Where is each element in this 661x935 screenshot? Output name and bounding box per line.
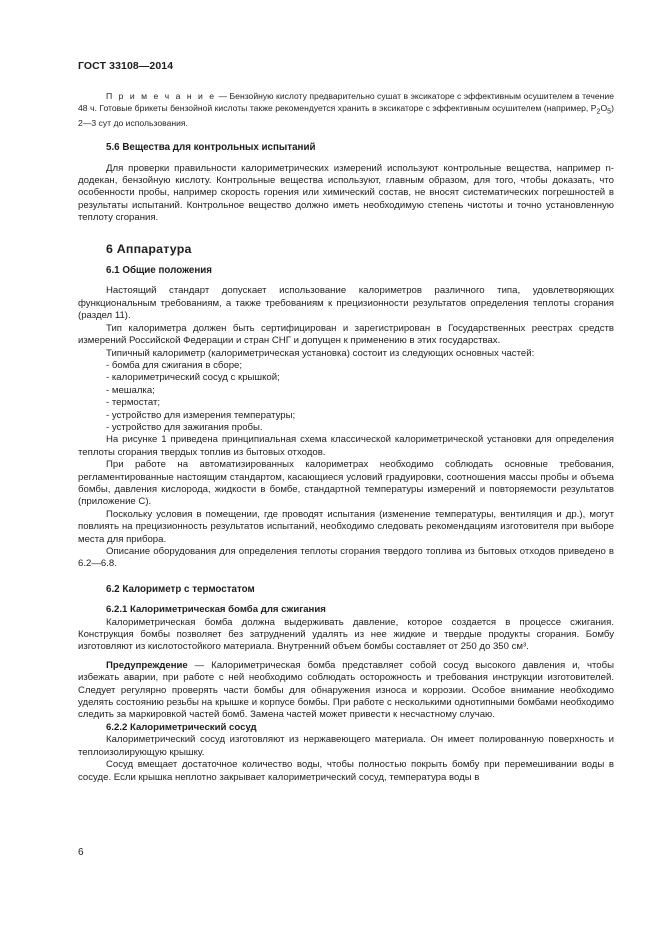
list-item: - термостат; xyxy=(106,397,161,409)
section-5-6-heading: 5.6 Вещества для контрольных испытаний xyxy=(106,142,316,154)
note-subscript-1: 2 xyxy=(596,107,601,116)
section-6-1-paragraph-2: Тип калориметра должен быть сертифицирован и зарегистрирован в Государственных реестрах средств измерений Российской Федерации и стран СНГ и допущен к применению в этих государствах. xyxy=(78,322,614,347)
section-6-2-heading: 6.2 Калориметр с термостатом xyxy=(106,583,255,595)
section-6-1-paragraph-7: Описание оборудования для определения теплоты сгорания твердого топлива из бытовых отходов приведено в 6.2—6.8. xyxy=(78,546,614,570)
section-6-2-2-paragraph-2: Сосуд вмещает достаточное количество воды, чтобы полностью покрыть бомбу при перемешивании воды в сосуде. Если крышка неплотно закрывает калориметрический сосуд, температура воды в xyxy=(78,759,614,783)
section-5-6-paragraph: Для проверки правильности калориметрических измерений используют контрольные вещества, например n-додекан, бензойную кислоту. Контрольные вещества используют, главным образом, для того, чтобы доказать, что особенности пробы, например скорость горения или химический состав, не вносят систематических погрешностей в результаты испытаний. Контрольное вещество должно иметь необходимую степень чистоты и точно установленную теплоту сгорания. xyxy=(78,162,614,224)
section-6-2-2-heading: 6.2.2 Калориметрический сосуд xyxy=(106,721,257,733)
section-6-2-1-heading: 6.2.1 Калориметрическая бомба для сжигания xyxy=(106,604,326,616)
document-header: ГОСТ 33108—2014 xyxy=(78,60,174,72)
warning-label: Предупреждение xyxy=(106,659,188,671)
note-label: П р и м е ч а н и е xyxy=(106,91,217,101)
list-item: - устройство для зажигания пробы. xyxy=(106,421,263,433)
list-item: - бомба для сжигания в сборе; xyxy=(106,359,243,371)
note-text-tail: ) 2—3 сут до использования. xyxy=(78,102,614,128)
section-6-1-paragraph-3: Типичный калориметр (калориметрическая установка) состоит из следующих основных частей: xyxy=(106,347,535,359)
section-6-1-paragraph-6: Поскольку условия в помещении, где проводят испытания (изменение температуры, вентиляция и др.), могут повлиять на прецизионность результатов испытаний, необходимо следовать рекомендациям изготовителя при выборе места для прибора. xyxy=(78,508,614,545)
section-6-2-1-paragraph: Калориметрическая бомба должна выдерживать давление, которое создается в процессе сжигания. Конструкция бомбы позволяет без затруднений удалять из нее жидкие и твердые продукты сгорания. Бомбу изготовляют из кислотостойкого материала. Внутренний объем бомбы составляет от 250 до 350 см³. xyxy=(78,616,614,653)
note-subscript-2: 5 xyxy=(607,107,612,116)
section-6-1-paragraph-5: При работе на автоматизированных калориметрах необходимо соблюдать основные требования, регламентированные настоящим стандартом, касающиеся условий градуировки, соотношения массы пробы и объема бомбы, давления кислорода, жидкости в бомбе, стандартной температуры измерений и повторяемости результатов (приложение С). xyxy=(78,459,614,508)
page-number: 6 xyxy=(78,847,84,858)
list-item: - устройство для измерения температуры; xyxy=(106,409,296,421)
note-text-mid: O xyxy=(600,102,608,113)
section-6-1-heading: 6.1 Общие положения xyxy=(106,265,213,277)
components-list xyxy=(78,360,614,434)
note-paragraph xyxy=(78,91,614,129)
warning-paragraph xyxy=(78,660,614,722)
note-text: — Бензойную кислоту предварительно сушат в эксикаторе с эффективным осушителем в течение 48 ч. Готовые брикеты бензойной кислоты также рекомендуется хранить в эксикаторе с эффективным осушителем (например, P xyxy=(78,91,614,113)
section-6-1-paragraph-1: Настоящий стандарт допускает использование калориметров различного типа, удовлетворяющих функциональным требованиям, а также требованиям к прецизионности результатов определения теплоты сгорания (раздел 11). xyxy=(78,285,614,322)
list-item: - калориметрический сосуд с крышкой; xyxy=(106,372,280,384)
section-6-1-paragraph-4: На рисунке 1 приведена принципиальная схема классической калориметрической установки для определения теплоты сгорания твердых топлив из бытовых отходов. xyxy=(78,434,614,458)
warning-text: — Калориметрическая бомба представляет собой сосуд высокого давления и, чтобы избежать аварии, при работе с ней необходимо соблюдать осторожность и требования инструкции изготовителей. Следует регулярно проверять части бомбы для обнаружения износа и коррозии. Особое внимание необходимо уделять состоянию резьбы на крышке и корпусе бомбы. При работе с несколькими однотипными бомбами необходимо следить за маркировкой частей бомб. Замена частей может привести к несчастному случаю. xyxy=(78,659,614,721)
page-body xyxy=(78,84,614,784)
section-6-heading: 6 Аппаратура xyxy=(106,241,192,256)
section-6-2-2-paragraph-1: Калориметрический сосуд изготовляют из нержавеющего материала. Он имеет полированную поверхность и теплоизолирующую крышку. xyxy=(78,734,614,758)
list-item: - мешалка; xyxy=(106,384,155,396)
